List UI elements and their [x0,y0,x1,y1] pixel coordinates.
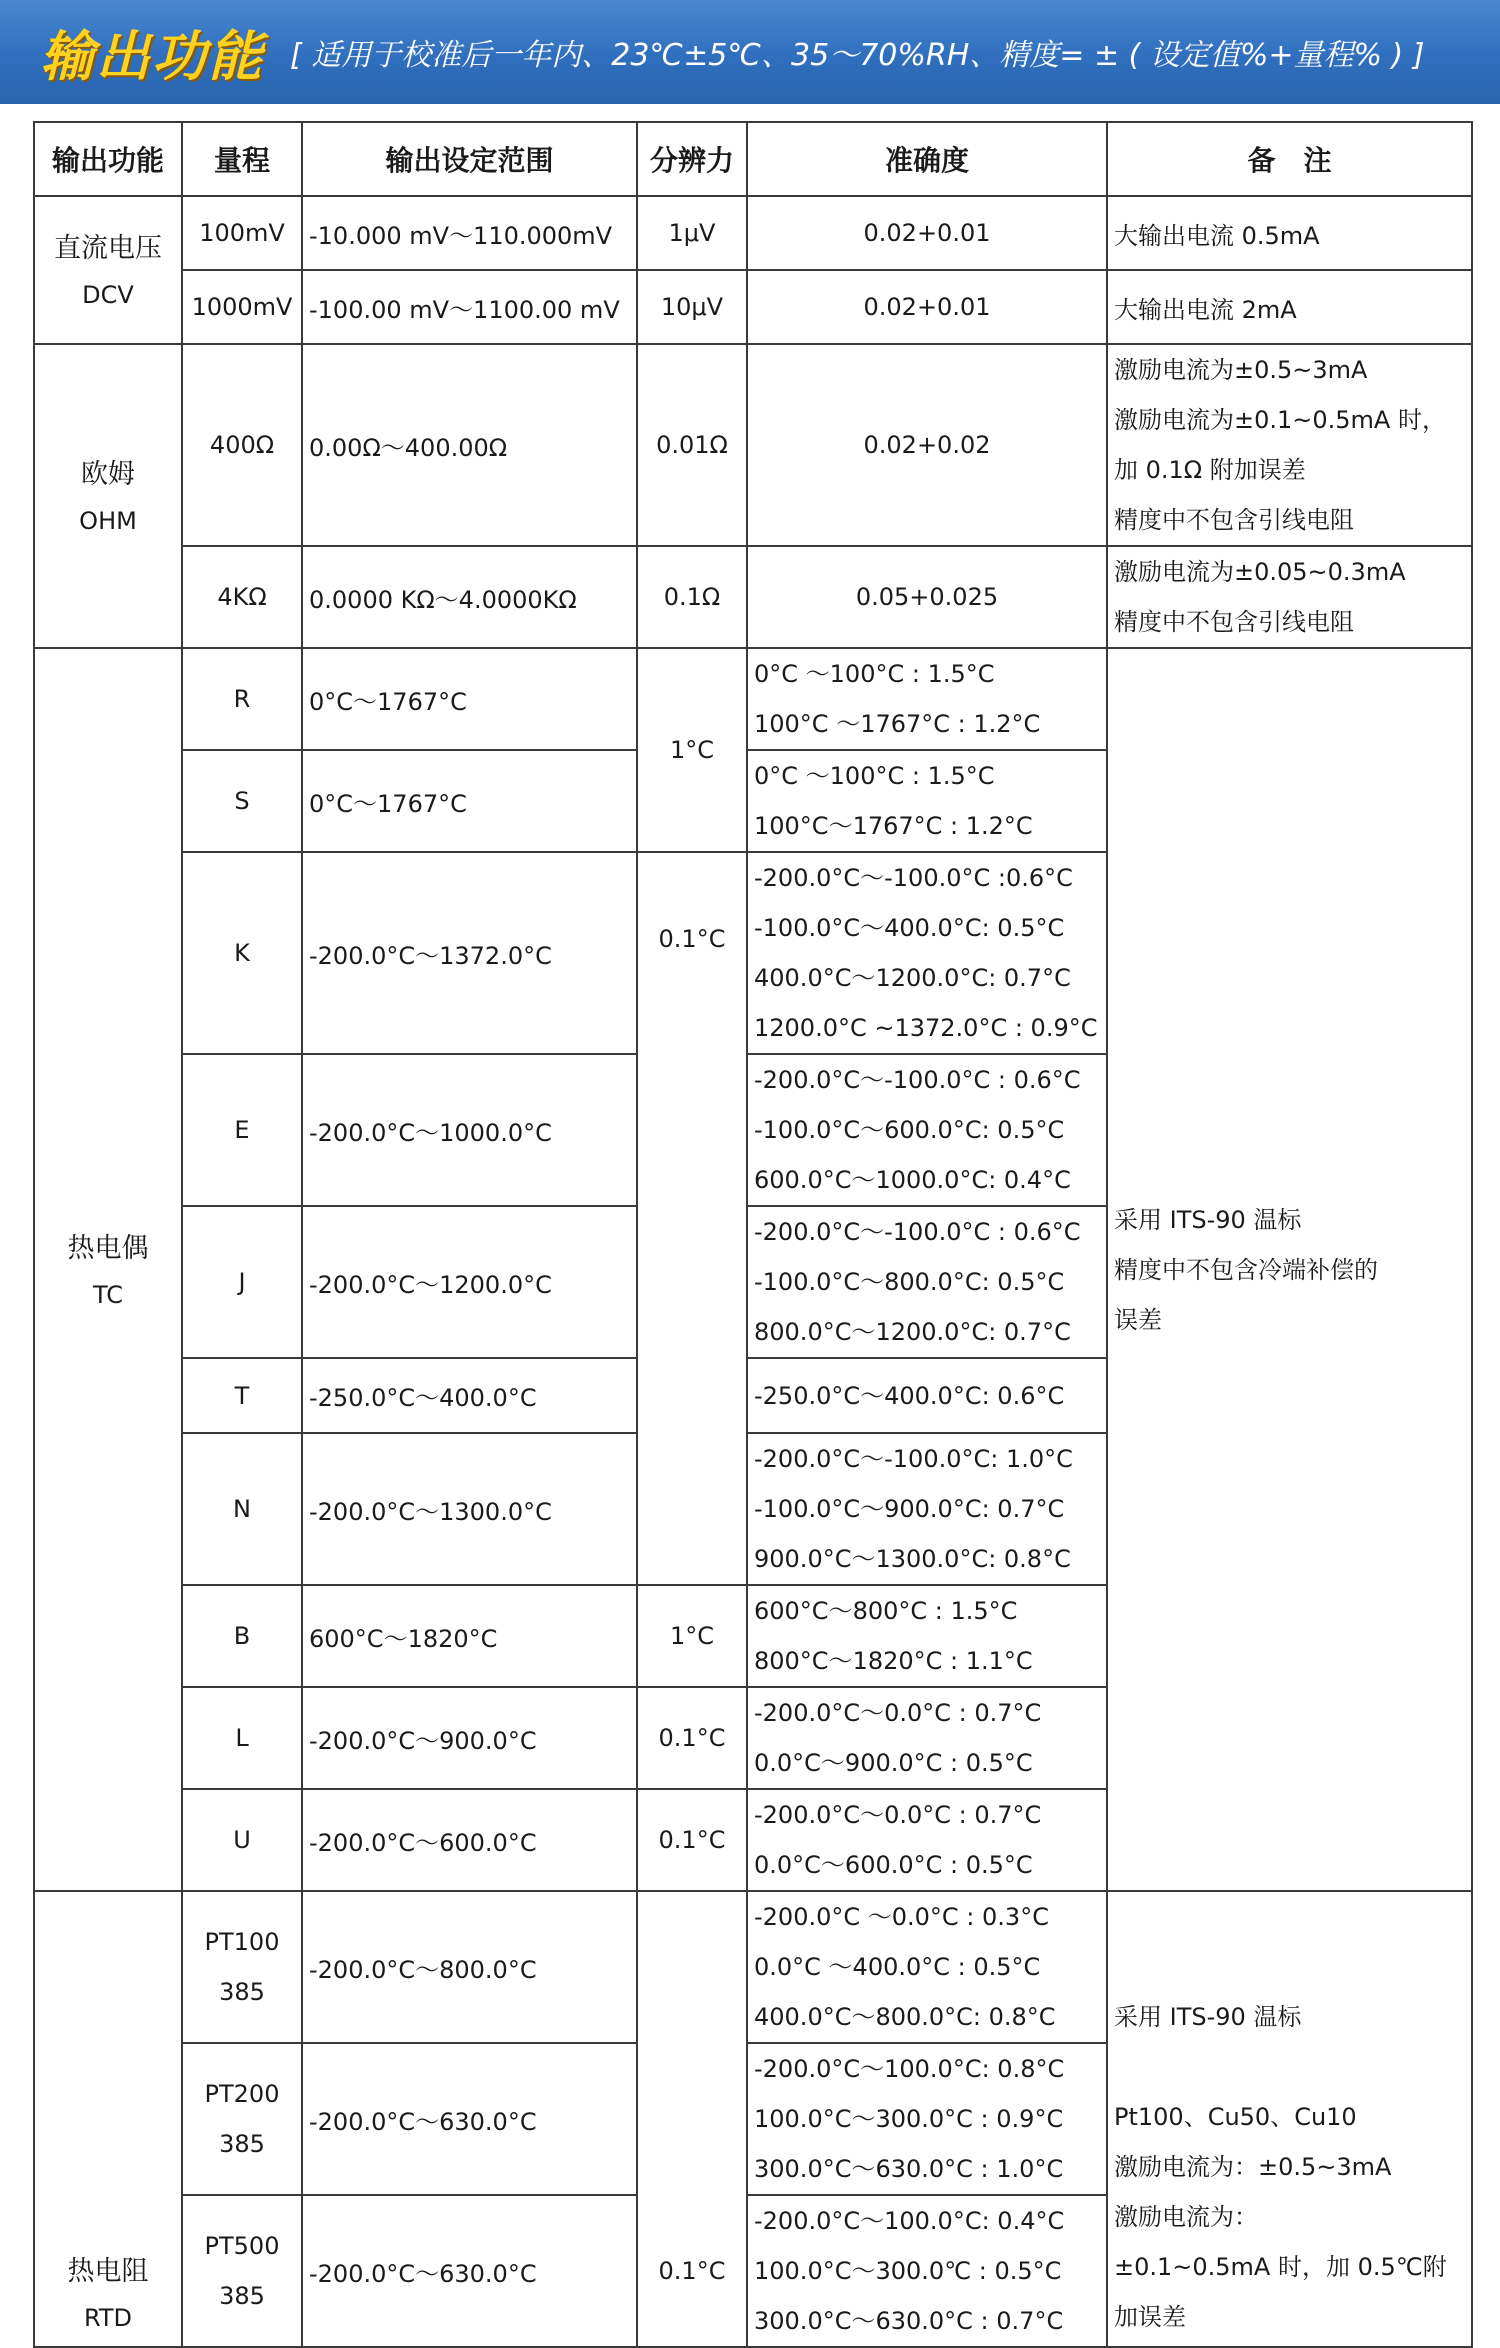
group-code: TC [92,1280,123,1309]
group-name: 直流电压 [54,233,162,264]
range-cell: E [182,1054,302,1206]
table-row [34,648,1472,750]
accuracy-line: 300.0°C～630.0°C : 0.7°C [754,2307,1064,2335]
accuracy-cell [747,1206,1107,1358]
setting-cell: 600°C～1820°C [302,1585,637,1687]
range-cell: R [182,648,302,750]
accuracy-line: -100.0°C～900.0°C: 0.7°C [754,1495,1065,1523]
range-cell: L [182,1687,302,1789]
accuracy-line: 600°C～800°C : 1.5°C [754,1597,1018,1625]
accuracy-line: 300.0°C～630.0°C : 1.0°C [754,2155,1064,2183]
setting-cell: -100.00 mV～1100.00 mV [302,270,637,344]
accuracy-line: 100.0°C～300.0°C : 0.9°C [754,2105,1064,2133]
setting-cell: 0°C～1767°C [302,750,637,852]
accuracy-cell [747,1358,1107,1433]
banner-subtitle: [ 适用于校准后一年内、23℃±5℃、35～70%RH、精度= ± ( 设定值%+量程% ) ] [290,38,1425,73]
accuracy-line: -200.0°C～-100.0°C :0.6°C [754,864,1073,892]
note-line: 加 0.1Ω 附加误差 [1114,456,1306,484]
accuracy-line: 100°C ～1767°C : 1.2°C [754,710,1041,738]
table-row [34,270,1472,344]
range-cell: U [182,1789,302,1891]
note-line: 精度中不包含冷端补偿的 [1114,1255,1378,1284]
accuracy-line: -200.0°C～0.0°C : 0.7°C [754,1699,1042,1727]
accuracy-cell: 0.05+0.025 [747,546,1107,648]
range-cell: T [182,1358,302,1433]
accuracy-line: 1200.0°C ~1372.0°C : 0.9°C [754,1014,1098,1042]
note-line: 误差 [1114,1305,1162,1334]
accuracy-cell [747,2043,1107,2195]
range-cell: 100mV [182,196,302,270]
range-line: PT200 [204,2080,280,2108]
range-cell: B [182,1585,302,1687]
note-cell: 大输出电流 2mA [1107,270,1472,344]
setting-cell: -200.0°C～1200.0°C [302,1206,637,1358]
accuracy-line: -200.0°C～0.0°C : 0.7°C [754,1801,1042,1829]
accuracy-cell [747,2195,1107,2347]
accuracy-line: 600.0°C～1000.0°C: 0.4°C [754,1166,1071,1194]
setting-cell: -250.0°C～400.0°C [302,1358,637,1433]
range-cell: J [182,1206,302,1358]
accuracy-line: -200.0°C～-100.0°C : 0.6°C [754,1218,1081,1246]
accuracy-cell: 0.02+0.02 [747,344,1107,546]
note-line: 激励电流为±0.5~3mA [1114,356,1368,384]
note-line: Pt100、Cu50、Cu10 [1114,2103,1357,2131]
resolution-cell: 0.1Ω [637,546,747,648]
range-cell [182,1891,302,2043]
accuracy-line: -100.0°C～400.0°C: 0.5°C [754,914,1065,942]
note-cell [1107,344,1472,546]
range-cell: N [182,1433,302,1585]
group-rtd [34,1891,182,2347]
header-banner [0,0,1500,104]
accuracy-line: -200.0°C～100.0°C: 0.8°C [754,2055,1065,2083]
note-cell [1107,648,1472,1891]
setting-cell: -200.0°C～1300.0°C [302,1433,637,1585]
accuracy-line: 100°C～1767°C : 1.2°C [754,812,1033,840]
range-cell: S [182,750,302,852]
range-line: PT500 [204,2232,280,2260]
table-row [34,546,1472,648]
note-line: 精度中不包含引线电阻 [1114,608,1354,636]
note-cell: 大输出电流 0.5mA [1107,196,1472,270]
group-name: 欧姆 [81,459,135,490]
header-setting: 输出设定范围 [302,122,637,196]
accuracy-line: 0°C ～100°C : 1.5°C [754,660,995,688]
range-cell [182,2043,302,2195]
note-line: 精度中不包含引线电阻 [1114,506,1354,534]
accuracy-cell [747,648,1107,750]
table-row [34,344,1472,546]
output-spec-table [33,121,1473,2348]
accuracy-line: 0°C ～100°C : 1.5°C [754,762,995,790]
accuracy-line: 0.0°C～600.0°C : 0.5°C [754,1851,1033,1879]
range-line: 385 [219,1978,265,2006]
table-row [34,196,1472,270]
resolution-cell: 0.1°C [637,1789,747,1891]
accuracy-line: -100.0°C～800.0°C: 0.5°C [754,1268,1065,1296]
setting-cell: -200.0°C～630.0°C [302,2043,637,2195]
note-line: 采用 ITS-90 温标 [1114,1205,1302,1234]
setting-cell: -10.000 mV～110.000mV [302,196,637,270]
resolution-cell: 1°C [637,648,747,852]
range-cell: 1000mV [182,270,302,344]
accuracy-line: -200.0°C ～0.0°C : 0.3°C [754,1903,1049,1931]
range-cell: K [182,852,302,1054]
header-accuracy: 准确度 [747,122,1107,196]
accuracy-cell [747,1687,1107,1789]
accuracy-line: -200.0°C～-100.0°C: 1.0°C [754,1445,1073,1473]
group-code: RTD [83,2304,133,2332]
group-ohm [34,344,182,648]
resolution-cell: 0.1°C [637,1687,747,1789]
range-cell: 4KΩ [182,546,302,648]
accuracy-line: -100.0°C～600.0°C: 0.5°C [754,1116,1065,1144]
accuracy-line: -200.0°C～-100.0°C : 0.6°C [754,1066,1081,1094]
accuracy-line: 800°C～1820°C : 1.1°C [754,1647,1033,1675]
range-cell [182,2195,302,2347]
setting-cell: 0.0000 KΩ～4.0000KΩ [302,546,637,648]
note-cell [1107,1891,1472,2347]
note-line: 激励电流为±0.05~0.3mA [1114,558,1406,586]
group-dcv [34,196,182,344]
accuracy-cell [747,1891,1107,2043]
range-cell: 400Ω [182,344,302,546]
group-name: 热电偶 [67,1232,149,1264]
accuracy-cell: 0.02+0.01 [747,196,1107,270]
setting-cell: -200.0°C～1372.0°C [302,852,637,1054]
accuracy-line: 0.0°C～900.0°C : 0.5°C [754,1749,1033,1777]
accuracy-line: 100.0°C～300.0℃ : 0.5°C [754,2257,1062,2285]
note-line: ±0.1~0.5mA 时，加 0.5℃附 [1114,2253,1447,2281]
banner-title: 输出功能 [40,24,264,88]
setting-cell: 0.00Ω～400.00Ω [302,344,637,546]
range-line: 385 [219,2282,265,2310]
note-line [1114,2042,1465,2092]
setting-cell: -200.0°C～900.0°C [302,1687,637,1789]
setting-cell: -200.0°C～630.0°C [302,2195,637,2347]
note-line: 激励电流为：±0.5~3mA [1114,2153,1392,2181]
accuracy-line: -200.0°C～100.0°C: 0.4°C [754,2207,1065,2235]
setting-cell: -200.0°C～1000.0°C [302,1054,637,1206]
accuracy-line: 0.0°C ～400.0°C : 0.5°C [754,1953,1041,1981]
accuracy-cell [747,852,1107,1054]
range-line: PT100 [204,1928,280,1956]
accuracy-cell [747,1789,1107,1891]
resolution-cell: 0.1°C [637,852,747,1585]
header-range: 量程 [182,122,302,196]
group-code: DCV [82,281,134,309]
range-line: 385 [219,2130,265,2158]
note-line: 激励电流为： [1114,2203,1258,2231]
note-line: 采用 ITS-90 温标 [1114,2003,1302,2031]
resolution-cell: 0.1°C [637,1891,747,2347]
resolution-cell: 1μV [637,196,747,270]
accuracy-cell: 0.02+0.01 [747,270,1107,344]
group-name: 热电阻 [67,2256,149,2287]
setting-cell: -200.0°C～800.0°C [302,1891,637,2043]
accuracy-cell [747,750,1107,852]
resolution-cell: 0.01Ω [637,344,747,546]
table-row [34,1891,1472,2043]
resolution-cell: 1°C [637,1585,747,1687]
accuracy-line: 400.0°C～800.0°C: 0.8°C [754,2003,1056,2031]
setting-cell: 0°C～1767°C [302,648,637,750]
accuracy-cell [747,1054,1107,1206]
note-line: 加误差 [1114,2303,1186,2331]
accuracy-line: 400.0°C～1200.0°C: 0.7°C [754,964,1071,992]
accuracy-line: 900.0°C～1300.0°C: 0.8°C [754,1545,1071,1573]
accuracy-line: 800.0°C～1200.0°C: 0.7°C [754,1318,1071,1346]
header-note: 备 注 [1107,122,1472,196]
accuracy-line: -250.0°C～400.0°C: 0.6°C [754,1381,1065,1410]
header-row [34,122,1472,196]
note-cell [1107,546,1472,648]
accuracy-cell [747,1585,1107,1687]
group-tc [34,648,182,1891]
accuracy-cell [747,1433,1107,1585]
setting-cell: -200.0°C～600.0°C [302,1789,637,1891]
note-line: 激励电流为±0.1~0.5mA 时， [1114,406,1446,434]
header-resolution: 分辨力 [637,122,747,196]
resolution-cell: 10μV [637,270,747,344]
header-function: 输出功能 [34,122,182,196]
group-code: OHM [79,507,137,535]
